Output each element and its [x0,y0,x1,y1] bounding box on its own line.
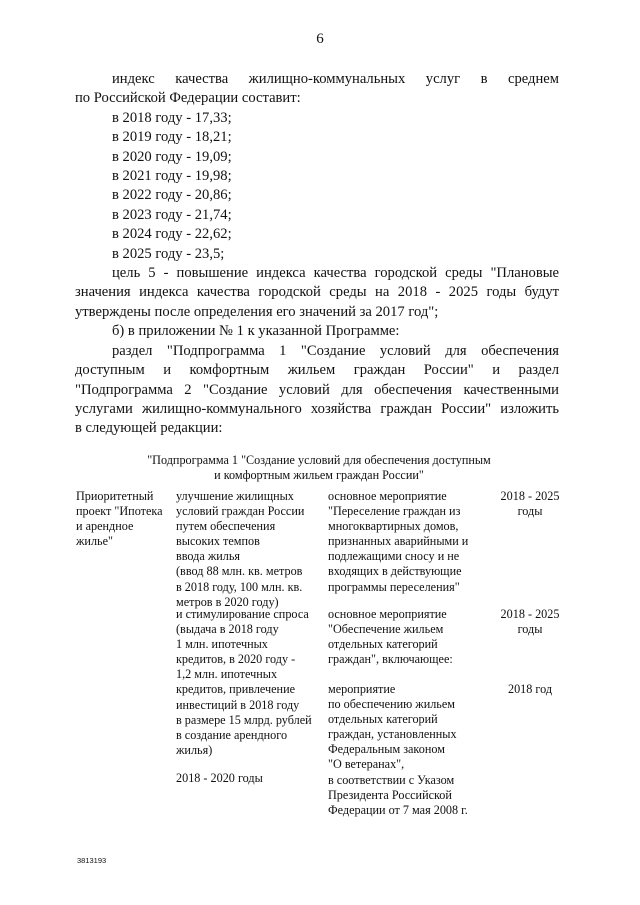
table-col4-period-2 [486,607,574,637]
goal5-line-1: цель 5 - повышение индекса качества городской среды "Плановые [112,265,559,282]
col3-line: Федеральным законом [328,742,445,757]
year-item-2020: в 2020 году - 19,09; [112,148,232,165]
goal5-line-2: значения индекса качества городской среды на 2018 - 2025 годы будут [75,284,559,301]
col3-line: основное мероприятие [328,607,447,621]
appendix-line: б) в приложении № 1 к указанной Программе: [112,323,400,340]
year-item-2025: в 2025 году - 23,5; [112,245,225,262]
table-col3-measure-resettlement [328,489,480,595]
section-line-2: доступным и комфортным жильем граждан России" и раздел [75,362,559,379]
table-title [80,453,558,483]
document-body [75,70,559,439]
col3-line: "Переселение граждан из [328,504,461,519]
year-item-2021: в 2021 году - 19,98; [112,168,232,185]
goal5-line-3: утверждены после определения его значений за 2017 год"; [75,303,439,320]
col2-line: кредитов, в 2020 году - [176,652,296,667]
table-col4-period-1 [486,489,574,519]
col3-line: в соответствии с Указом [328,772,455,787]
table-col2-goal-block1 [176,489,324,610]
year-item-2023: в 2023 году - 21,74; [112,206,232,223]
year-item-2024: в 2024 году - 22,62; [112,226,232,243]
col1-line: жилье" [76,534,113,549]
col3-line: подлежащими сносу и не [328,549,460,564]
col4-line: 2018 - 2025 [500,489,560,503]
table-col3-measure-housing [328,607,480,667]
col2-line: в создание арендного [176,727,288,742]
col3-line: входящих в действующие [328,564,462,579]
col2-line: кредитов, привлечение [176,682,296,697]
col3-line: признанных аварийными и [328,534,469,549]
col2-line: ввода жилья [176,549,241,564]
col2-line: (ввод 88 млн. кв. метров [176,564,303,579]
page-number: 6 [316,31,324,47]
col3-line: отдельных категорий [328,712,438,727]
col4-line: годы [517,504,543,519]
col3-line: Федерации от 7 мая 2008 г. [328,802,468,817]
col3-line: многоквартирных домов, [328,519,459,534]
document-code: 3813193 [77,856,107,865]
section-line-5: в следующей редакции: [75,420,223,437]
col2-line: в 2018 году, 100 млн. кв. [176,579,303,594]
col2-line: 1,2 млн. ипотечных [176,667,278,682]
col1-line: проект "Ипотека [76,504,163,519]
col2-line: условий граждан России [176,504,305,519]
col2-line: путем обеспечения [176,519,276,534]
col2-line: жилья) [176,742,213,757]
col3-line: отдельных категорий [328,637,438,652]
table-col3-measure-veterans [328,682,480,818]
table-title-line-1: "Подпрограмма 1 "Создание условий для обеспечения доступным [147,453,491,467]
table-col1-project [76,489,172,549]
year-item-2018: в 2018 году - 17,33; [112,109,232,126]
col3-line: граждан", включающее: [328,652,453,667]
col2-line: 1 млн. ипотечных [176,637,268,652]
section-line-3: "Подпрограмма 2 "Создание условий для обеспечения качественными [75,381,559,398]
col2-line: в размере 15 млрд. рублей [176,712,312,727]
col3-line: "О ветеранах", [328,757,405,772]
table-col2-goal-block2 [176,607,324,758]
col2-line: улучшение жилищных [176,489,294,503]
col3-line: программы переселения" [328,579,460,594]
year-item-2019: в 2019 году - 18,21; [112,129,232,146]
col4-line: 2018 - 2025 [500,607,560,621]
col3-line: Президента Российской [328,787,452,802]
col3-line: по обеспечению жильем [328,697,455,712]
intro-line-2: по Российской Федерации составит: [75,90,301,107]
table-col2-period: 2018 - 2020 годы [176,771,263,785]
table-col4-period-3 [486,682,574,697]
table-title-line-2: и комфортным жильем граждан России" [214,468,424,482]
section-line-4: услугами жилищно-коммунального хозяйства граждан России" изложить [75,400,559,417]
col2-line: высоких темпов [176,534,260,549]
col2-line: инвестиций в 2018 году [176,697,300,712]
col2-line: и стимулирование спроса [176,607,309,621]
col1-line: Приоритетный [76,489,154,503]
col3-line: мероприятие [328,682,396,696]
col1-line: и арендное [76,519,134,534]
col2-line: метров в 2020 году) [176,594,279,609]
section-line-1: раздел "Подпрограмма 1 "Создание условий для обеспечения [112,342,559,359]
col2-line: (выдача в 2018 году [176,622,279,637]
col3-line: основное мероприятие [328,489,447,503]
col4-line: 2018 год [507,682,553,696]
col3-line: "Обеспечение жильем [328,622,444,637]
intro-line-1: индекс качества жилищно-коммунальных услуг в среднем [112,71,559,87]
col3-line: граждан, установленных [328,727,457,742]
year-item-2022: в 2022 году - 20,86; [112,187,232,204]
col4-line: годы [517,622,543,637]
